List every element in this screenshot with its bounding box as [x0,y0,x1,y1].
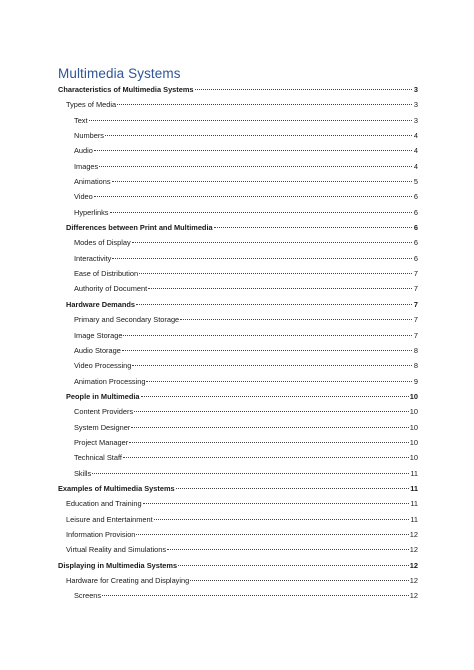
toc-entry-label: Technical Staff [74,453,122,463]
toc-page-number: 10 [409,391,418,401]
toc-dot-leader [180,319,412,320]
toc-dot-leader [134,411,409,412]
toc-entry-label: Audio Storage [74,345,121,355]
toc-entry-label: Text [74,115,88,125]
toc-entry-label: Ease of Distribution [74,269,139,279]
toc-entry-label: Content Providers [74,407,134,417]
toc-dot-leader [136,534,408,535]
toc-entry[interactable] [58,189,418,204]
toc-dot-leader [146,381,412,382]
table-of-contents [58,82,418,604]
toc-entry[interactable] [58,113,418,128]
toc-entry-label: Skills [74,468,92,478]
toc-entry[interactable] [58,435,418,450]
toc-entry-label: Differences between Print and Multimedia [66,223,213,233]
toc-page-number: 3 [413,85,418,94]
toc-page-number: 8 [413,361,418,371]
toc-entry[interactable] [58,496,418,511]
toc-entry-label: System Designer [74,422,131,432]
toc-entry[interactable] [58,450,418,465]
toc-entry[interactable] [58,481,418,496]
toc-page-number: 11 [410,468,418,478]
toc-entry[interactable] [58,328,418,343]
toc-entry-label: Hardware for Creating and Displaying [66,576,190,585]
toc-entry-label: Video Processing [74,361,132,371]
toc-dot-leader [94,196,412,197]
toc-entry[interactable] [58,312,418,327]
toc-entry-label: Screens [74,591,102,601]
toc-dot-leader [117,104,412,105]
toc-entry-label: Interactivity [74,253,112,263]
toc-entry-label: Types of Media [66,100,117,110]
toc-dot-leader [132,365,412,366]
toc-dot-leader [167,549,409,550]
toc-dot-leader [123,457,409,458]
toc-entry-label: Animation Processing [74,376,146,386]
toc-page-number: 7 [413,315,418,325]
toc-entry[interactable] [58,420,418,435]
toc-dot-leader [94,150,412,151]
toc-page-number: 8 [413,345,418,355]
toc-entry[interactable] [58,97,418,112]
toc-entry[interactable] [58,281,418,296]
toc-dot-leader [195,89,412,90]
toc-dot-leader [178,565,409,566]
toc-page-number: 11 [410,499,418,509]
toc-entry[interactable] [58,159,418,174]
toc-entry-label: Images [74,161,99,171]
toc-entry-label: Audio [74,146,93,156]
toc-page-number: 9 [413,376,418,386]
toc-entry[interactable] [58,205,418,220]
toc-entry-label: Displaying in Multimedia Systems [58,560,178,570]
toc-entry-label: People in Multimedia [66,391,140,401]
toc-dot-leader [129,442,409,443]
toc-entry-label: Hardware Demands [66,299,136,309]
toc-entry-label: Primary and Secondary Storage [74,315,180,325]
toc-dot-leader [102,595,409,596]
toc-entry[interactable] [58,389,418,404]
toc-entry-label: Numbers [74,131,104,141]
toc-page-number: 10 [409,453,418,463]
toc-entry[interactable] [58,235,418,250]
toc-dot-leader [112,258,412,259]
toc-page-number: 6 [413,253,418,263]
toc-page-number: 12 [409,529,418,539]
toc-dot-leader [131,427,408,428]
toc-entry-label: Education and Training [66,499,142,509]
toc-entry-label: Virtual Reality and Simulations [66,545,167,555]
toc-dot-leader [214,227,412,228]
toc-dot-leader [122,350,412,351]
toc-page-number: 10 [409,422,418,432]
toc-page-number: 10 [409,437,418,447]
toc-page-number: 10 [409,407,418,417]
toc-page-number: 7 [413,299,418,309]
toc-entry-label: Modes of Display [74,238,131,248]
toc-page-number: 6 [413,192,418,202]
toc-dot-leader [105,135,412,136]
toc-entry-label: Characteristics of Multimedia Systems [58,85,194,94]
toc-entry[interactable] [58,527,418,542]
toc-entry-label: Animations [74,177,111,187]
toc-dot-leader [141,396,409,397]
toc-entry-label: Examples of Multimedia Systems [58,483,175,493]
toc-entry-label: Leisure and Entertainment [66,514,153,524]
toc-entry[interactable] [58,82,418,97]
document-title: Multimedia Systems [58,66,181,81]
toc-page-number: 3 [413,115,418,125]
toc-entry-label: Video [74,192,93,202]
toc-dot-leader [148,288,412,289]
toc-entry[interactable] [58,128,418,143]
toc-entry[interactable] [58,251,418,266]
toc-dot-leader [99,166,412,167]
toc-entry[interactable] [58,588,418,603]
toc-entry-label: Image Storage [74,330,123,340]
toc-page-number: 3 [413,100,418,110]
toc-page-number: 12 [409,545,418,555]
toc-entry-label: Authority of Document [74,284,148,294]
toc-page-number: 6 [413,223,418,233]
toc-entry[interactable] [58,573,418,588]
toc-entry[interactable] [58,343,418,358]
toc-page-number: 7 [413,284,418,294]
toc-entry[interactable] [58,374,418,389]
toc-dot-leader [143,503,410,504]
toc-entry[interactable] [58,297,418,312]
toc-page-number: 4 [413,161,418,171]
toc-page-number: 11 [410,483,418,493]
toc-entry-label: Information Provision [66,529,136,539]
toc-page-number: 4 [413,131,418,141]
toc-page-number: 12 [409,576,418,585]
toc-dot-leader [154,519,410,520]
toc-page-number: 7 [413,269,418,279]
toc-page-number: 12 [409,560,418,570]
toc-entry[interactable] [58,512,418,527]
toc-dot-leader [132,242,412,243]
toc-dot-leader [110,212,413,213]
toc-entry[interactable] [58,542,418,557]
toc-page-number: 4 [413,146,418,156]
toc-entry[interactable] [58,558,418,573]
toc-page-number: 6 [413,207,418,217]
toc-entry[interactable] [58,266,418,281]
toc-page-number: 7 [413,330,418,340]
toc-entry-label: Hyperlinks [74,207,109,217]
toc-entry[interactable] [58,174,418,189]
toc-page-number: 6 [413,238,418,248]
toc-dot-leader [139,273,412,274]
toc-dot-leader [89,120,412,121]
toc-dot-leader [123,335,412,336]
toc-entry[interactable] [58,358,418,373]
toc-page-number: 12 [409,591,418,601]
toc-dot-leader [176,488,410,489]
toc-dot-leader [136,304,412,305]
toc-dot-leader [190,580,409,581]
toc-entry[interactable] [58,404,418,419]
toc-entry[interactable] [58,466,418,481]
toc-page-number: 11 [410,514,418,524]
toc-page-number: 5 [413,177,418,187]
toc-dot-leader [92,473,409,474]
toc-entry[interactable] [58,220,418,235]
toc-entry-label: Project Manager [74,437,129,447]
toc-entry[interactable] [58,143,418,158]
toc-dot-leader [112,181,412,182]
